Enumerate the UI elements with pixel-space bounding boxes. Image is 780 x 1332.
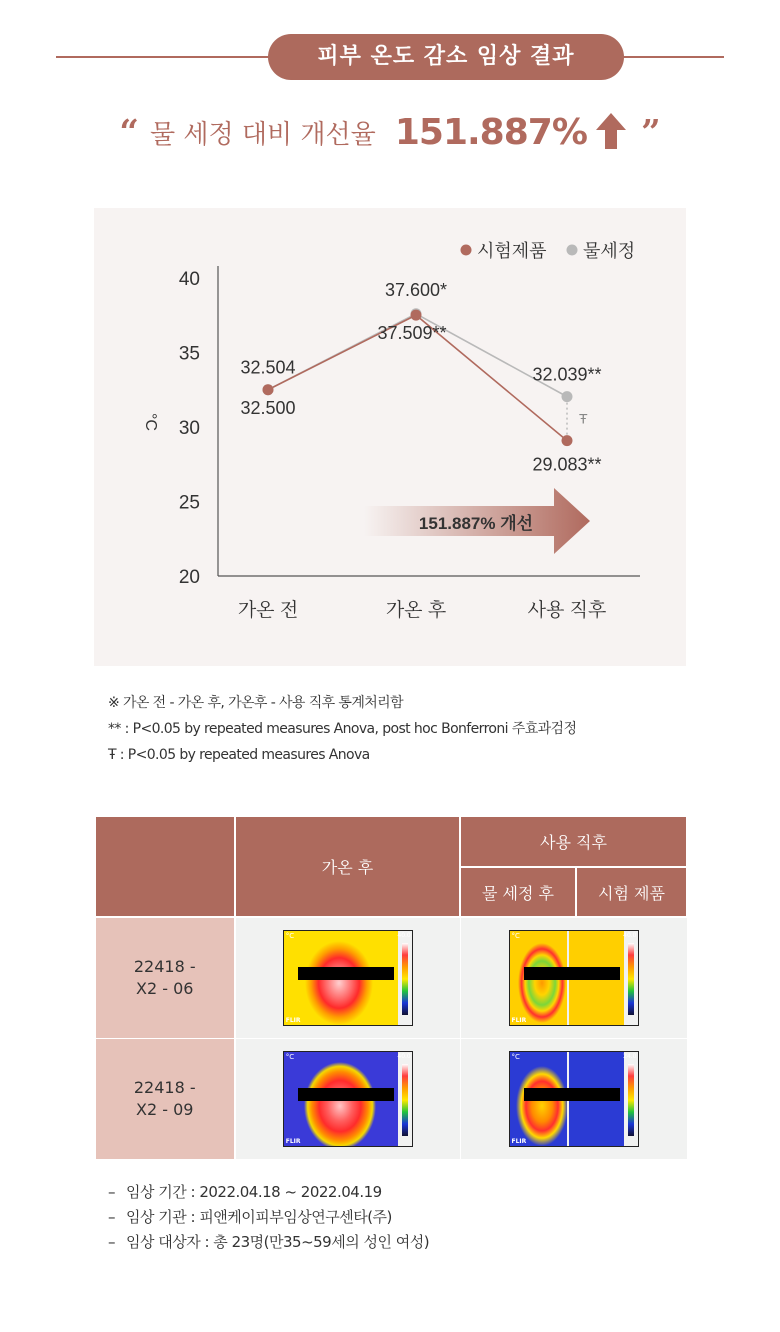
temperature-scale <box>628 1064 634 1136</box>
x-tick-label: 가온 후 <box>385 600 447 621</box>
thermal-max: 40.0 <box>623 931 637 939</box>
study-subjects: 임상 대상자 : 총 23명(만35~59세의 성인 여성) <box>126 1233 430 1251</box>
thermal-max: 40.0 <box>397 1052 411 1060</box>
thermal-unit: °C <box>285 931 295 940</box>
data-label: 29.083** <box>532 454 602 475</box>
table-header-product: 시험 제품 <box>576 867 687 917</box>
table-row <box>95 917 687 1038</box>
data-label: 32.500 <box>240 397 296 418</box>
table-header-after-heating: 가온 후 <box>235 817 460 917</box>
thermal-image-split <box>509 1051 639 1147</box>
page-title: 피부 온도 감소 임상 결과 <box>268 34 624 80</box>
thermal-brand: FLIR <box>511 1016 527 1024</box>
legend-label: 물세정 <box>583 241 636 261</box>
y-tick-label: 25 <box>178 492 200 514</box>
thermal-unit: °C <box>511 1052 520 1061</box>
footnotes <box>108 690 576 768</box>
improvement-arrow-label: 151.887% 개선 <box>418 514 534 533</box>
data-point <box>411 310 422 321</box>
footnote: Ŧ : P<0.05 by repeated measures Anova <box>108 747 370 763</box>
thermal-brand: FLIR <box>285 1137 301 1145</box>
thermal-unit: °C <box>285 1052 295 1061</box>
thermal-min: 24.0 <box>623 1052 637 1060</box>
study-info <box>108 1180 429 1255</box>
chart-svg <box>94 208 686 666</box>
data-point <box>263 384 274 395</box>
data-label: 37.600* <box>384 279 448 300</box>
y-tick-label: 35 <box>178 343 200 365</box>
y-axis-label: °C <box>142 413 159 431</box>
y-tick-label: 40 <box>178 269 200 290</box>
eye-censor-bar <box>524 1088 620 1101</box>
table-row <box>95 1038 687 1159</box>
temperature-scale <box>402 1064 408 1136</box>
subject-id-line1: 22418 - <box>133 1077 196 1097</box>
eye-censor-bar <box>298 1088 394 1101</box>
subject-id-line1: 22418 - <box>133 956 196 976</box>
subject-id <box>95 917 235 1038</box>
legend-label: 시험제품 <box>477 241 547 261</box>
x-tick-label: 가온 전 <box>237 600 299 621</box>
legend-marker <box>461 245 472 256</box>
data-point <box>562 435 573 446</box>
data-label: 32.039** <box>532 364 602 385</box>
improvement-arrow <box>364 488 590 554</box>
study-institution: 임상 기관 : 피앤케이피부임상연구센타(주) <box>126 1208 392 1226</box>
line-chart <box>94 208 686 666</box>
thermal-image-cell <box>235 1038 460 1159</box>
eye-censor-bar <box>298 967 394 980</box>
data-label: 32.504 <box>240 357 296 378</box>
y-tick-label: 20 <box>178 567 200 588</box>
legend-marker <box>567 245 578 256</box>
thermal-image <box>283 1051 413 1147</box>
table-header-after-use: 사용 직후 <box>460 817 687 867</box>
up-arrow-icon <box>596 113 626 153</box>
thermal-image-cell <box>460 917 687 1038</box>
significance-mark: Ŧ <box>579 410 588 427</box>
data-point <box>562 391 573 402</box>
footnote: ** : P<0.05 by repeated measures Anova, post hoc Bonferroni 주효과검정 <box>108 721 577 737</box>
table-header-water: 물 세정 후 <box>460 867 576 917</box>
open-quote: “ <box>119 112 139 153</box>
headline-label: 물 세정 대비 개선율 <box>150 120 376 150</box>
thermal-brand: FLIR <box>511 1137 527 1145</box>
headline-value: 151.887% <box>394 112 587 153</box>
thermal-image <box>283 930 413 1026</box>
thermal-image-cell <box>460 1038 687 1159</box>
subject-id <box>95 1038 235 1159</box>
study-info-item: – 임상 기관 : 피앤케이피부임상연구센타(주) <box>108 1208 392 1226</box>
eye-censor-bar <box>524 967 620 980</box>
table-header-empty <box>95 817 235 917</box>
close-quote: ” <box>641 112 661 153</box>
temperature-scale <box>402 943 408 1015</box>
footnote: ※ 가온 전 - 가온 후, 가온후 - 사용 직후 통계처리함 <box>108 695 404 711</box>
data-label: 37.509** <box>377 323 447 344</box>
study-info-item: – 임상 기간 : 2022.04.18 ~ 2022.04.19 <box>108 1183 382 1201</box>
thermal-image-cell <box>235 917 460 1038</box>
study-period: 임상 기간 : 2022.04.18 ~ 2022.04.19 <box>126 1183 382 1201</box>
subject-id-line2: X2 - 09 <box>136 1099 194 1119</box>
headline <box>0 112 780 153</box>
title-banner <box>56 34 724 80</box>
x-tick-label: 사용 직후 <box>527 600 607 621</box>
thermal-results-table <box>94 817 688 1160</box>
temperature-scale <box>628 943 634 1015</box>
thermal-image-split <box>509 930 639 1026</box>
y-tick-label: 30 <box>178 418 200 439</box>
subject-id-line2: X2 - 06 <box>136 978 194 998</box>
study-info-item: – 임상 대상자 : 총 23명(만35~59세의 성인 여성) <box>108 1233 430 1251</box>
thermal-max: 40.0 <box>397 931 411 939</box>
thermal-unit: °C <box>511 931 520 940</box>
thermal-brand: FLIR <box>285 1016 301 1024</box>
